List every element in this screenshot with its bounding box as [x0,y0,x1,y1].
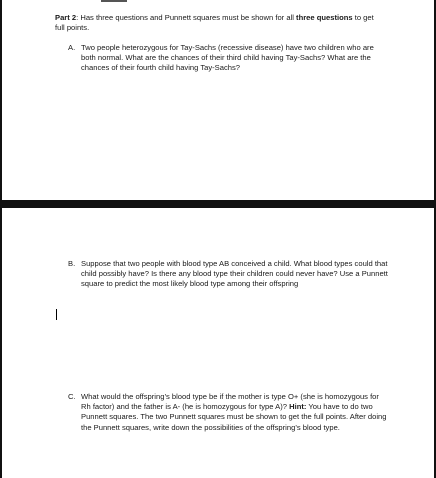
question-text: Two people heterozygous for Tay-Sachs (recessive disease) have two children who are both normal. What are the chances of their third child having Tay-Sachs? What are the chances of their fourth child having Tay-Sachs? [81,43,374,73]
question-letter: C. [68,392,76,401]
question-b [68,259,388,290]
question-letter: B. [68,259,76,268]
header-rule [101,0,127,2]
question-letter: A. [68,43,76,52]
page-edge-left [0,207,2,478]
part-intro-end: to get full points. [55,13,374,33]
part-intro-start: : Has three questions and Punnett squares must be shown for all [76,13,297,22]
page-break [0,200,436,208]
question-a [68,43,388,74]
part-intro-emphasis: three questions [296,13,353,22]
hint-label: Hint: [289,402,307,412]
question-text-end: You have to do two Punnett squares. The two Punnett squares must be shown to get the full points. After doing the Punnett squares, write down the possibilities of the offspring’s blood type. [81,402,387,432]
question-text-start: What would the offspring’s blood type be if the mother is type O+ (she is homozygous for Rh factor) and the father is A- (he is homozygous for type A)? [81,392,379,412]
part-label: Part 2 [55,13,77,22]
part-heading [55,13,385,33]
question-c [68,392,388,433]
text-cursor[interactable] [56,309,57,320]
page-edge-left [0,0,2,202]
question-text [81,392,388,433]
question-text: Suppose that two people with blood type AB conceived a child. What blood types could that child possibly have? Is there any blood type their children could never have? Use a Punnett square to predict the most likely blood type among their offspring [81,259,388,289]
